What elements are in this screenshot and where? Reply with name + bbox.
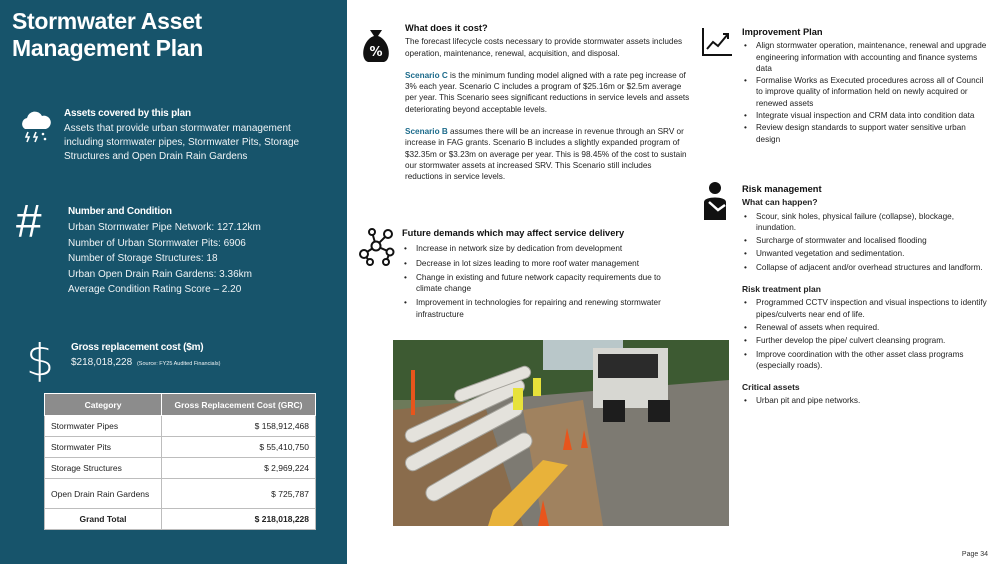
condition-line: Number of Urban Stormwater Pits: 6906 — [68, 237, 246, 249]
page-number: Page 34 — [961, 551, 988, 558]
network-icon — [356, 226, 398, 266]
left-panel — [0, 0, 347, 564]
improvement-heading: Improvement Plan — [742, 27, 823, 37]
risk-section — [742, 184, 992, 410]
condition-line: Urban Open Drain Rain Gardens: 3.36km — [68, 268, 252, 280]
condition-line: Number of Storage Structures: 18 — [68, 253, 218, 264]
list-item: • Decrease in lot sizes leading to more roof water management — [402, 258, 687, 269]
list-item: • Change in existing and future network capacity requirements due to climate change — [402, 272, 687, 295]
condition-line: Urban Stormwater Pipe Network: 127.12km — [68, 222, 261, 233]
scenario-b-paragraph — [405, 126, 690, 182]
grc-value: $218,018,228 — [71, 357, 133, 368]
table-total-label: Grand Total — [45, 509, 162, 530]
risk-treatment-heading: Risk treatment plan — [742, 284, 821, 295]
scenario-c-label: Scenario C — [405, 70, 448, 80]
list-item: • Formalise Works as Executed procedures across all of Council to improve quality of information held on newly acquired or renewed assets — [742, 75, 992, 109]
grc-source: (Source: FY25 Audited Financials) — [136, 361, 221, 367]
injured-person-icon — [700, 180, 732, 222]
list-item: • Improve coordination with the other asset class programs (especially roads). — [742, 349, 992, 372]
grc-section — [71, 342, 331, 371]
scenario-c-paragraph — [405, 70, 690, 115]
assets-heading: Assets covered by this plan — [64, 108, 191, 119]
future-heading: Future demands which may affect service delivery — [402, 228, 625, 238]
table-cell-value: $ 2,969,224 — [162, 458, 316, 479]
improvement-section — [742, 27, 992, 146]
table-row — [45, 437, 316, 458]
risk-happen-list — [742, 211, 992, 273]
table-cell-category: Stormwater Pits — [45, 437, 162, 458]
list-item: • Review design standards to support water sensitive urban design — [742, 122, 992, 145]
svg-text:%: % — [369, 45, 383, 60]
cost-section — [405, 23, 690, 194]
grc-table — [44, 393, 316, 530]
condition-section — [68, 206, 328, 298]
risk-happen-heading: What can happen? — [742, 197, 818, 208]
list-item: • Surcharge of stormwater and localised flooding — [742, 235, 992, 246]
dollar-icon: $ — [26, 335, 54, 386]
table-row — [45, 416, 316, 437]
scenario-b-label: Scenario B — [405, 127, 448, 137]
list-item: • Programmed CCTV inspection and visual inspections to identify pipes/culverts near end of life. — [742, 297, 992, 320]
trend-chart-icon — [700, 26, 734, 58]
table-row — [45, 458, 316, 479]
assets-section — [64, 108, 324, 164]
critical-assets-list — [742, 395, 992, 406]
cost-intro: The forecast lifecycle costs necessary to provide stormwater assets includes operation, maintenance, renewal, acquisition, and disposal. — [405, 37, 683, 58]
assets-text: Assets that provide urban stormwater management including stormwater pipes, Stormwater Pits, Storage Structures and Open Drain Rain Gardens — [64, 123, 300, 162]
list-item: • Increase in network size by dedication from development — [402, 243, 687, 254]
storm-cloud-icon — [17, 109, 53, 143]
scenario-b-text: assumes there will be an increase in revenue through an SRV or increase in FAG grants. Scenario B includes a slightly expanded program of $32.35m or $3.23m on average per year. This is 98.45% of the cost to sustain our stormwater assets at increased SRV. This Scenario still includes reductions in service levels. — [405, 127, 687, 182]
table-cell-category: Stormwater Pipes — [45, 416, 162, 437]
condition-line: Average Condition Rating Score – 2.20 — [68, 284, 242, 295]
grc-heading: Gross replacement cost ($m) — [71, 342, 204, 353]
table-cell-category: Storage Structures — [45, 458, 162, 479]
list-item: • Urban pit and pipe networks. — [742, 395, 992, 406]
improvement-list — [742, 40, 992, 145]
list-item: • Improvement in technologies for repairing and renewing stormwater infrastructure — [402, 297, 687, 320]
future-list — [402, 243, 687, 320]
table-cell-value: $ 55,410,750 — [162, 437, 316, 458]
page-title: Stormwater Asset Management Plan — [12, 8, 204, 61]
table-header-category: Category — [45, 394, 162, 416]
list-item: • Renewal of assets when required. — [742, 322, 992, 333]
table-row — [45, 479, 316, 509]
grc-value-line — [71, 356, 331, 371]
condition-heading: Number and Condition — [68, 206, 172, 217]
hash-icon: # — [16, 195, 42, 247]
table-header-grc: Gross Replacement Cost (GRC) — [162, 394, 316, 416]
risk-treatment-list — [742, 297, 992, 371]
table-cell-category: Open Drain Rain Gardens — [45, 479, 162, 509]
scenario-c-text: is the minimum funding model aligned with a rate peg increase of 3% each year. Scenario C includes a program of $25.16m or $2.5m average per year. This Scenario sees significant reductions in service levels and assets deteriorating beyond acceptable levels. — [405, 70, 690, 114]
list-item: • Align stormwater operation, maintenance, renewal and upgrade engineering information with accounting and finance systems data — [742, 40, 992, 74]
table-total-value: $ 218,018,228 — [162, 509, 316, 530]
future-section — [402, 228, 687, 323]
list-item: • Integrate visual inspection and CRM data into condition data — [742, 110, 992, 121]
risk-heading: Risk management — [742, 184, 822, 194]
cost-heading: What does it cost? — [405, 23, 488, 33]
table-cell-value: $ 158,912,468 — [162, 416, 316, 437]
table-cell-value: $ 725,787 — [162, 479, 316, 509]
list-item: • Collapse of adjacent and/or overhead structures and landform. — [742, 262, 992, 273]
money-bag-icon — [358, 24, 394, 64]
table-header-row — [45, 394, 316, 416]
list-item: • Scour, sink holes, physical failure (collapse), blockage, inundation. — [742, 211, 992, 234]
construction-photo — [393, 340, 729, 526]
critical-assets-heading: Critical assets — [742, 382, 800, 393]
list-item: • Further develop the pipe/ culvert cleansing program. — [742, 335, 992, 346]
table-total-row — [45, 509, 316, 530]
list-item: • Unwanted vegetation and sedimentation. — [742, 248, 992, 259]
